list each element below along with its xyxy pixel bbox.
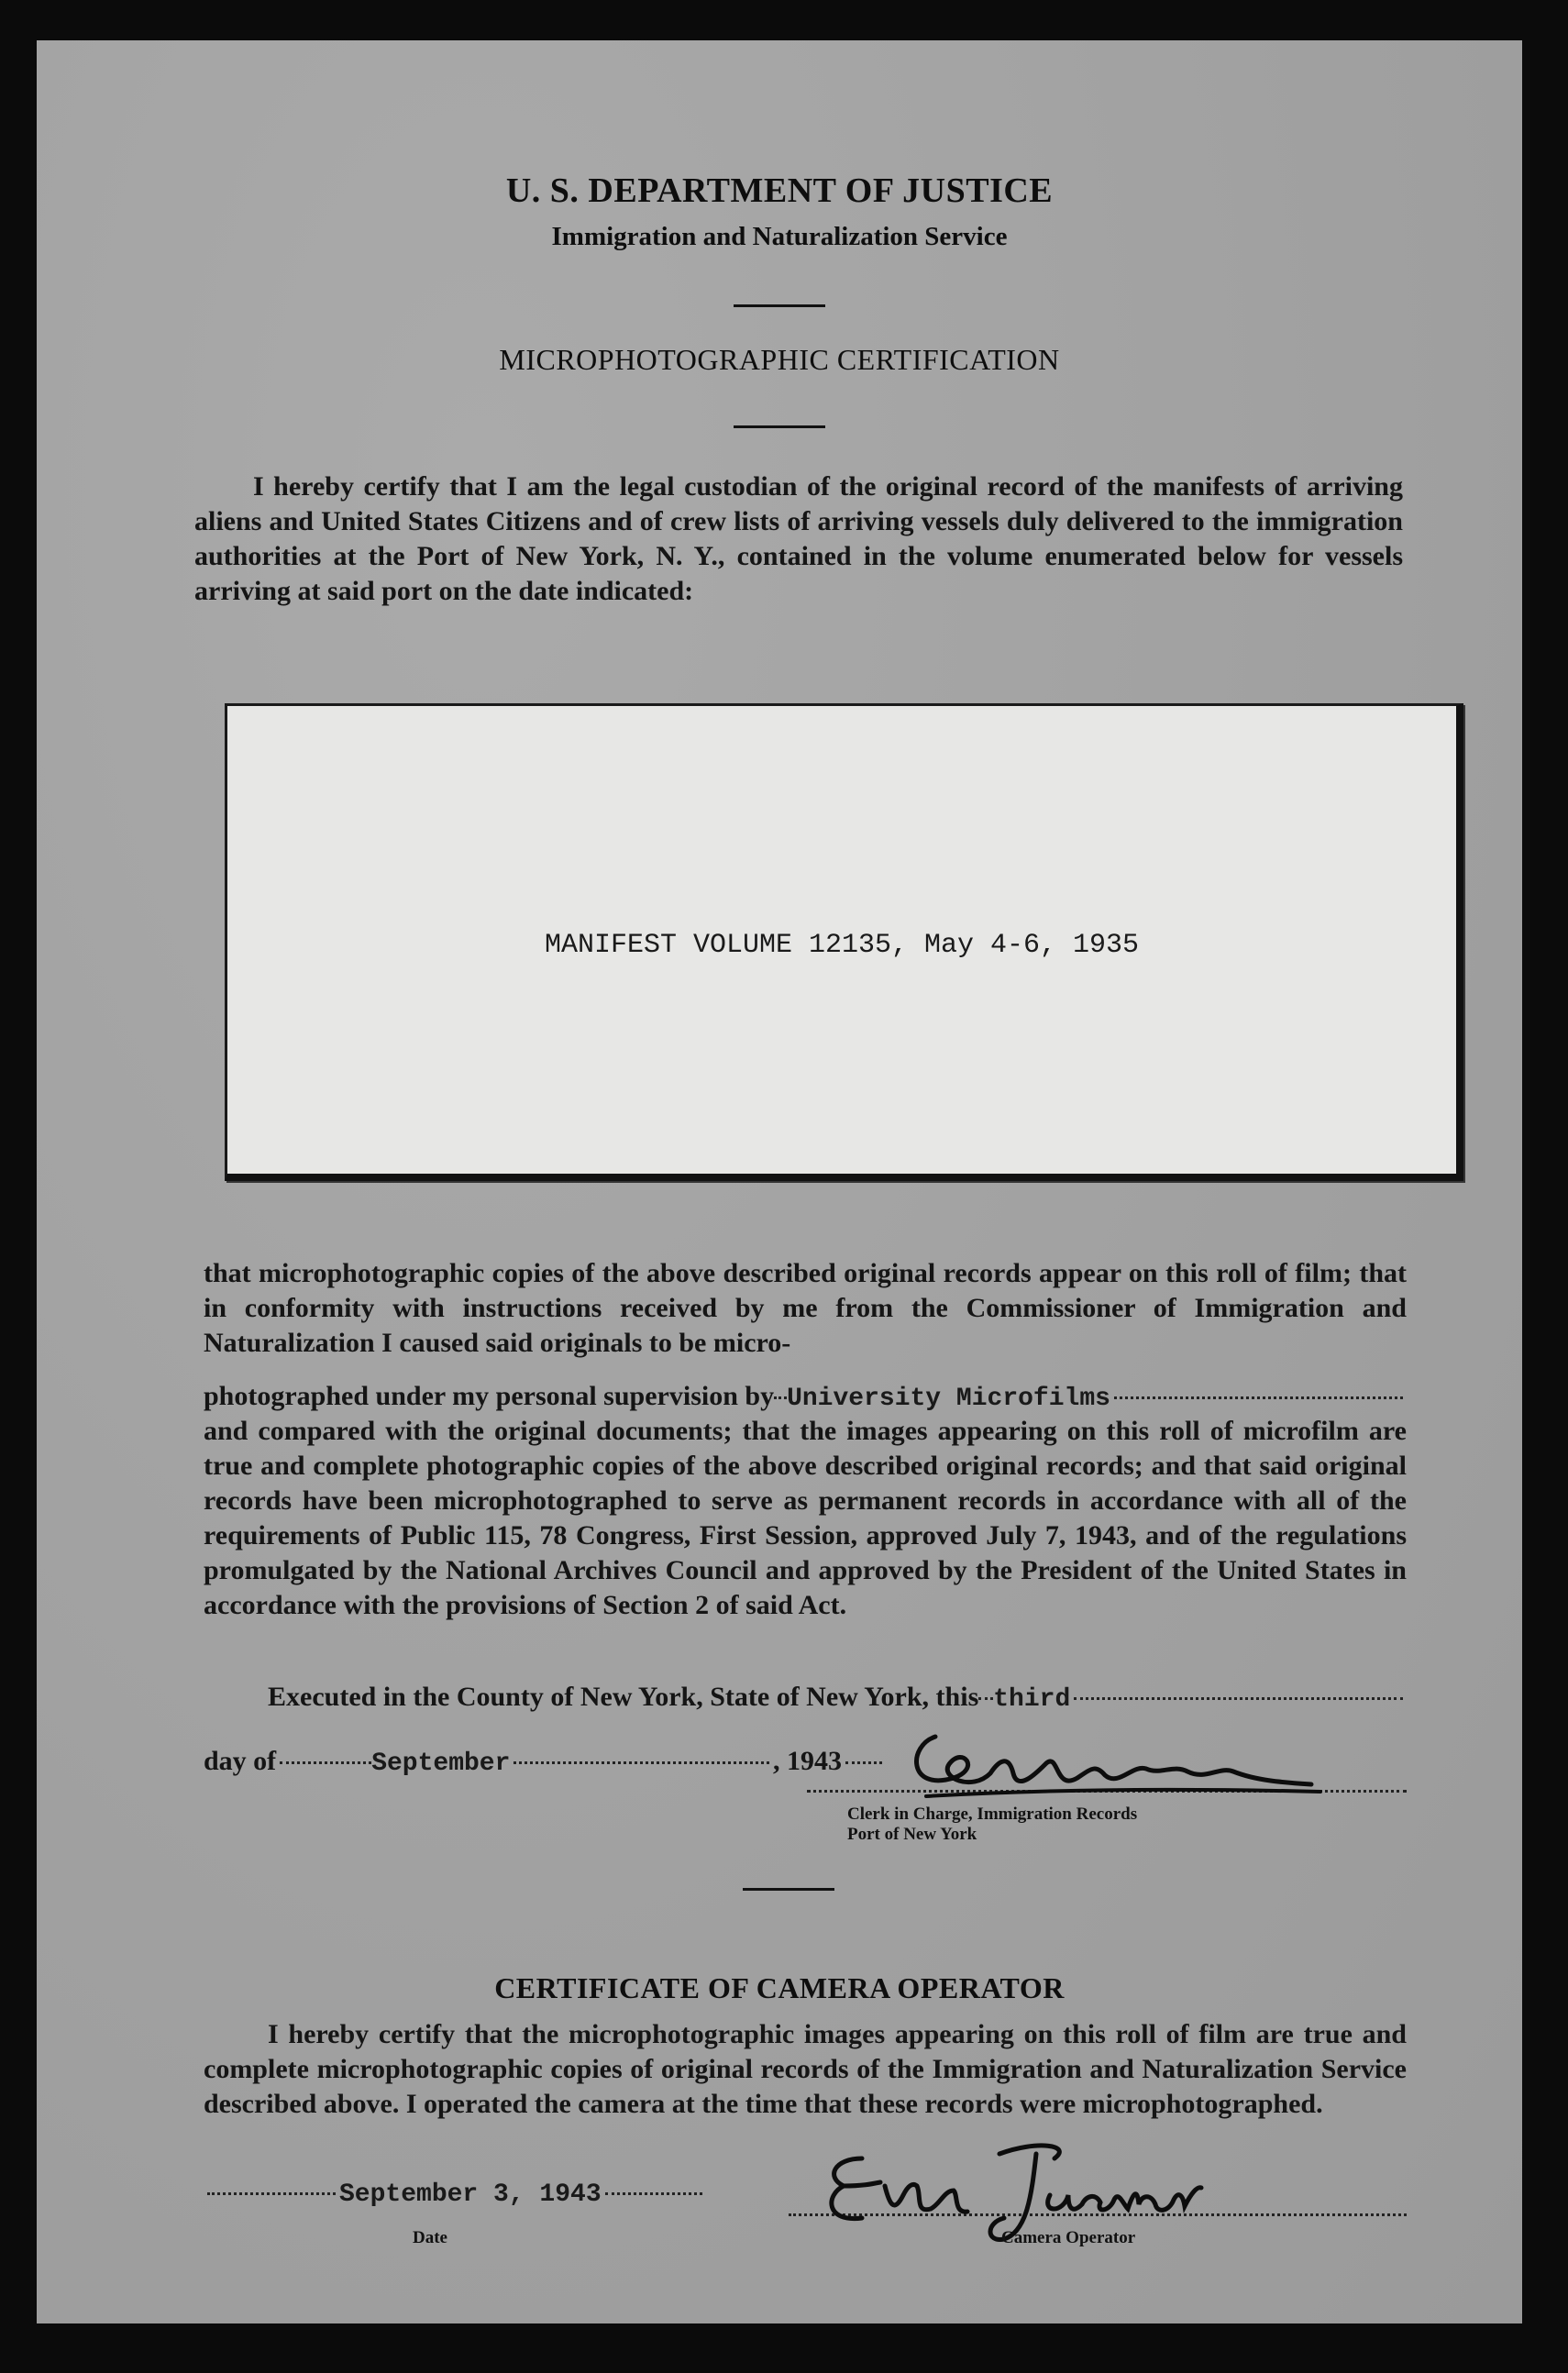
certificate-page: [37, 40, 1522, 2323]
date-label: Date: [413, 2228, 447, 2247]
camera-operator-label: Camera Operator: [1001, 2228, 1136, 2247]
divider-mid: [734, 425, 825, 428]
department-title: U. S. DEPARTMENT OF JUSTICE: [505, 171, 1054, 210]
date-dots-left: [207, 2192, 336, 2195]
camera-operator-heading: CERTIFICATE OF CAMERA OPERATOR: [494, 1971, 1065, 2004]
certification-heading: MICROPHOTOGRAPHIC CERTIFICATION: [499, 343, 1060, 376]
intro-text: I hereby certify that I am the legal custodian of the original record of the manifests of arriving aliens and United States Citizens and of crew lists of arriving vessels duly delivered to the immigration authorities at the Port of New York, N. Y., contained in the volume enumerated below for vessels arriving at said port on the date indicated:: [194, 471, 1403, 606]
supervision-line: [204, 1381, 1407, 1413]
body-paragraph-2: [204, 1414, 1407, 1623]
clerk-title-label: [847, 1805, 1137, 1845]
divider-bottom: [743, 1888, 834, 1891]
camera-operator-text: I hereby certify that the microphotographic images appearing on this roll of film are true and complete microphotographic copies of original records of the Immigration and Naturalization Service described above. I operated the camera at the time that these records were microphotographed.: [204, 2019, 1407, 2119]
manifest-volume-text: MANIFEST VOLUME 12135, May 4-6, 1935: [544, 930, 1140, 961]
body-text-2: and compared with the original documents; that the images appearing on this roll of microfilm are true and complete photographic copies of the above described original records; and that said original records have been microphotographed to serve as permanent records in accordance with all of the requirements of Public 115, 78 Congress, First Session, approved July 7, 1943, and of the regulations promulgated by the National Archives Council and approved by the President of the United States in accordance with the provisions of Section 2 of said Act.: [204, 1416, 1407, 1620]
day-of-prefix: day of: [204, 1746, 277, 1776]
supervision-dots: [1114, 1396, 1403, 1399]
service-subtitle: Immigration and Naturalization Service: [551, 222, 1008, 251]
supervision-prefix: photographed under my personal supervision by: [204, 1381, 775, 1411]
manifest-label-card: [225, 703, 1463, 1181]
month-dots: [513, 1761, 769, 1764]
day-of-line: [204, 1746, 882, 1778]
executed-dots: [1074, 1697, 1403, 1700]
body-paragraph-1: [204, 1256, 1407, 1361]
body-text-1: that microphotographic copies of the above described original records appear on this roll of film; that in conformity with instructions received by me from the Commissioner of Immigration and Naturalization I caused said originals to be micro-: [204, 1258, 1407, 1358]
clerk-signature: [899, 1709, 1339, 1810]
supervisor-value: University Microfilms: [787, 1385, 1110, 1413]
executed-prefix: Executed in the County of New York, State of New York, this: [268, 1682, 979, 1712]
date-dots-right: [605, 2192, 702, 2195]
intro-paragraph: [194, 469, 1403, 609]
month-value: September: [371, 1749, 511, 1778]
camera-operator-paragraph: [204, 2017, 1407, 2122]
executed-day-value: third: [993, 1685, 1071, 1714]
year-value: , 1943: [773, 1746, 842, 1776]
divider-top: [734, 304, 825, 307]
date-line: [204, 2180, 706, 2209]
clerk-title-line-1: Clerk in Charge, Immigration Records: [847, 1805, 1138, 1824]
clerk-title-line-2: Port of New York: [847, 1825, 977, 1844]
date-value: September 3, 1943: [339, 2180, 602, 2209]
